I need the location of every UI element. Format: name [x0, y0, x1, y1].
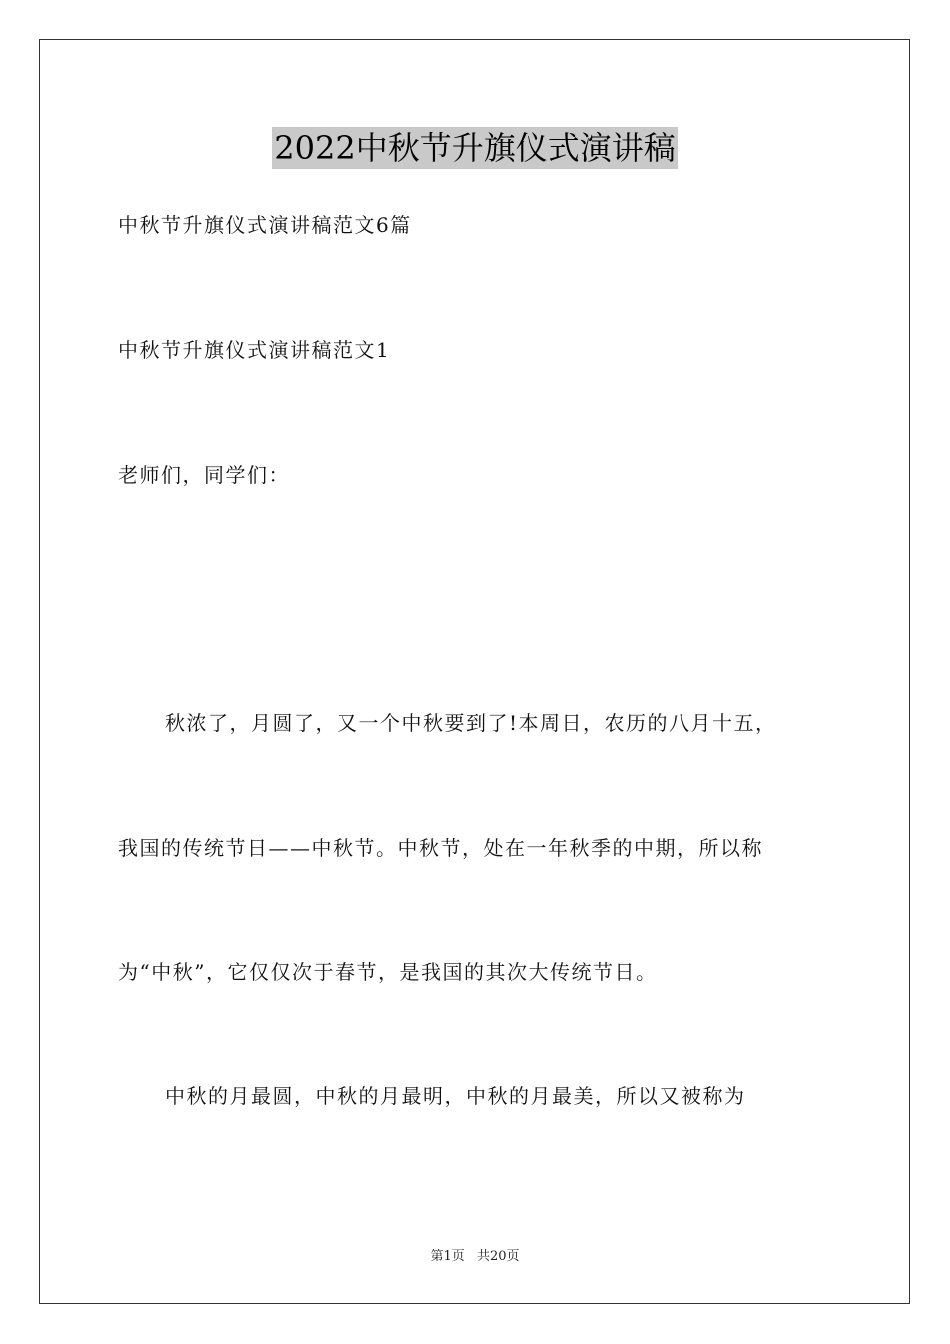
paragraph1-line1: 秋浓了，月圆了，又一个中秋要到了!本周日，农历的八月十五，: [165, 711, 777, 735]
section-heading: 中秋节升旗仪式演讲稿范文1: [118, 338, 391, 362]
subtitle-line: 中秋节升旗仪式演讲稿范文6篇: [118, 213, 412, 237]
paragraph1-line3: 为“中秋”，它仅仅次于春节，是我国的其次大传统节日。: [118, 960, 658, 984]
total-pages: 共20页: [476, 1249, 520, 1264]
document-title: 2022中秋节升旗仪式演讲稿: [274, 129, 676, 167]
paragraph2-line1: 中秋的月最圆，中秋的月最明，中秋的月最美，所以又被称为: [165, 1084, 746, 1108]
paragraph1-line2: 我国的传统节日——中秋节。中秋节，处在一年秋季的中期，所以称: [118, 836, 763, 860]
page-number: 第1页: [430, 1249, 465, 1264]
salutation: 老师们，同学们：: [118, 463, 290, 487]
title-container: [0, 127, 950, 169]
page-footer: [0, 1248, 950, 1266]
